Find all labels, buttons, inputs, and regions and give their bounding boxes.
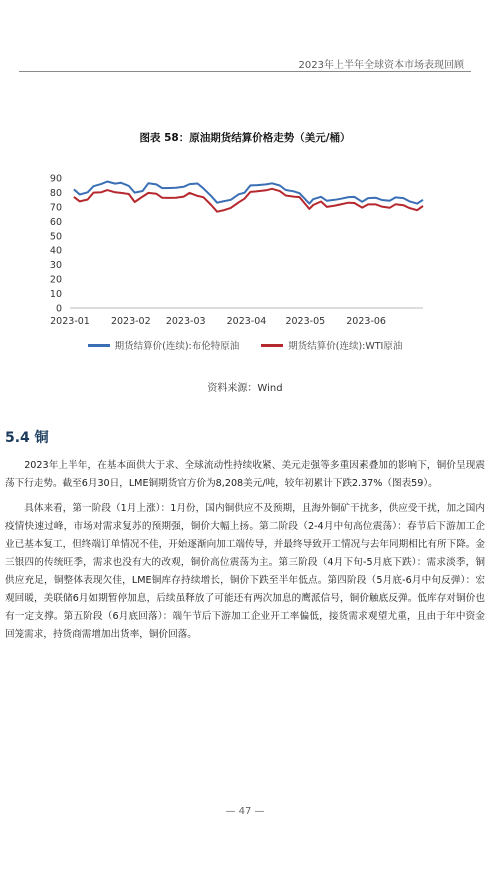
oil-price-line-chart [25,170,465,327]
legend-swatch-brent [88,344,110,347]
legend-item-wti [261,338,402,352]
y-tick-label: 10 [49,289,62,301]
chart-title: 图表 58：原油期货结算价格走势（美元/桶） [139,132,351,144]
paragraph-intro: 2023年上半年，在基本面供大于求、全球流动性持续收紧、美元走强等多重因素叠加的影响下，铜价呈现震荡下行走势。截至6月30日，LME铜期货官方价为8,208美元/吨，较年初累计下跌2.37%（图表59）。 [5,460,485,489]
figure-source: 资料来源：Wind [207,383,283,394]
x-tick-label: 2023-04 [226,316,267,327]
y-tick-label: 70 [49,202,62,214]
series-line-brent [74,182,423,204]
y-tick-label: 80 [49,187,62,199]
report-header-title: 2023年上半年全球资本市场表现回顾 [298,60,464,71]
y-tick-label: 30 [49,260,62,272]
legend-swatch-wti [261,344,283,347]
y-tick-label: 0 [55,303,62,315]
x-tick-label: 2023-05 [285,316,326,327]
y-tick-label: 50 [49,231,62,243]
y-tick-label: 60 [49,216,62,228]
y-tick-label: 20 [49,274,62,286]
y-tick-label: 90 [49,173,62,185]
x-tick-label: 2023-01 [50,316,90,327]
legend-label-wti: 期货结算价(连续):WTI原油 [288,341,403,352]
paragraph-phases: 具体来看，第一阶段（1月上涨）：1月份，国内铜供应不及预期，且海外铜矿干扰多，供应受干扰，加之国内疫情快速过峰，市场对需求复苏的预期强，铜价大幅上扬。第二阶段（2-4月中旬高位震荡）：春节后下游加工企业已基本复工，但终端订单情况不佳，开始逐渐向加工端传导，并最终导致开工情况与去年同期相比有所下降。金三银四的传统旺季，需求也没有大的改观，铜价高位震荡为主。第三阶段（4月下旬-5月底下跌）：需求淡季，铜供应充足，铜整体表现欠佳，LME铜库存持续增长，铜价下跌至半年低点。第四阶段（5月底-6月中旬反弹）：宏观回暖，美联储6月如期暂停加息，后续虽释放了可能还有两次加息的鹰派信号，铜价触底反弹。低库存对铜价也有一定支撑。第五阶段（6月底回落）：端午节后下游加工企业开工率偏低，接货需求观望尤重，且由于年中资金回笼需求，持货商需增加出货率，铜价回落。 [5,503,485,640]
section-heading: 5.4 铜 [5,430,49,446]
x-tick-label: 2023-03 [165,316,206,327]
legend-item-brent [88,338,240,352]
x-tick-label: 2023-02 [110,316,151,327]
legend-label-brent: 期货结算价(连续):布伦特原油 [114,341,240,352]
page-number: — 47 — [225,806,265,817]
x-tick-label: 2023-06 [346,316,386,327]
chart-legend [0,338,490,352]
header-divider [19,71,471,72]
series-line-wti [74,189,423,212]
y-tick-label: 40 [49,245,62,257]
